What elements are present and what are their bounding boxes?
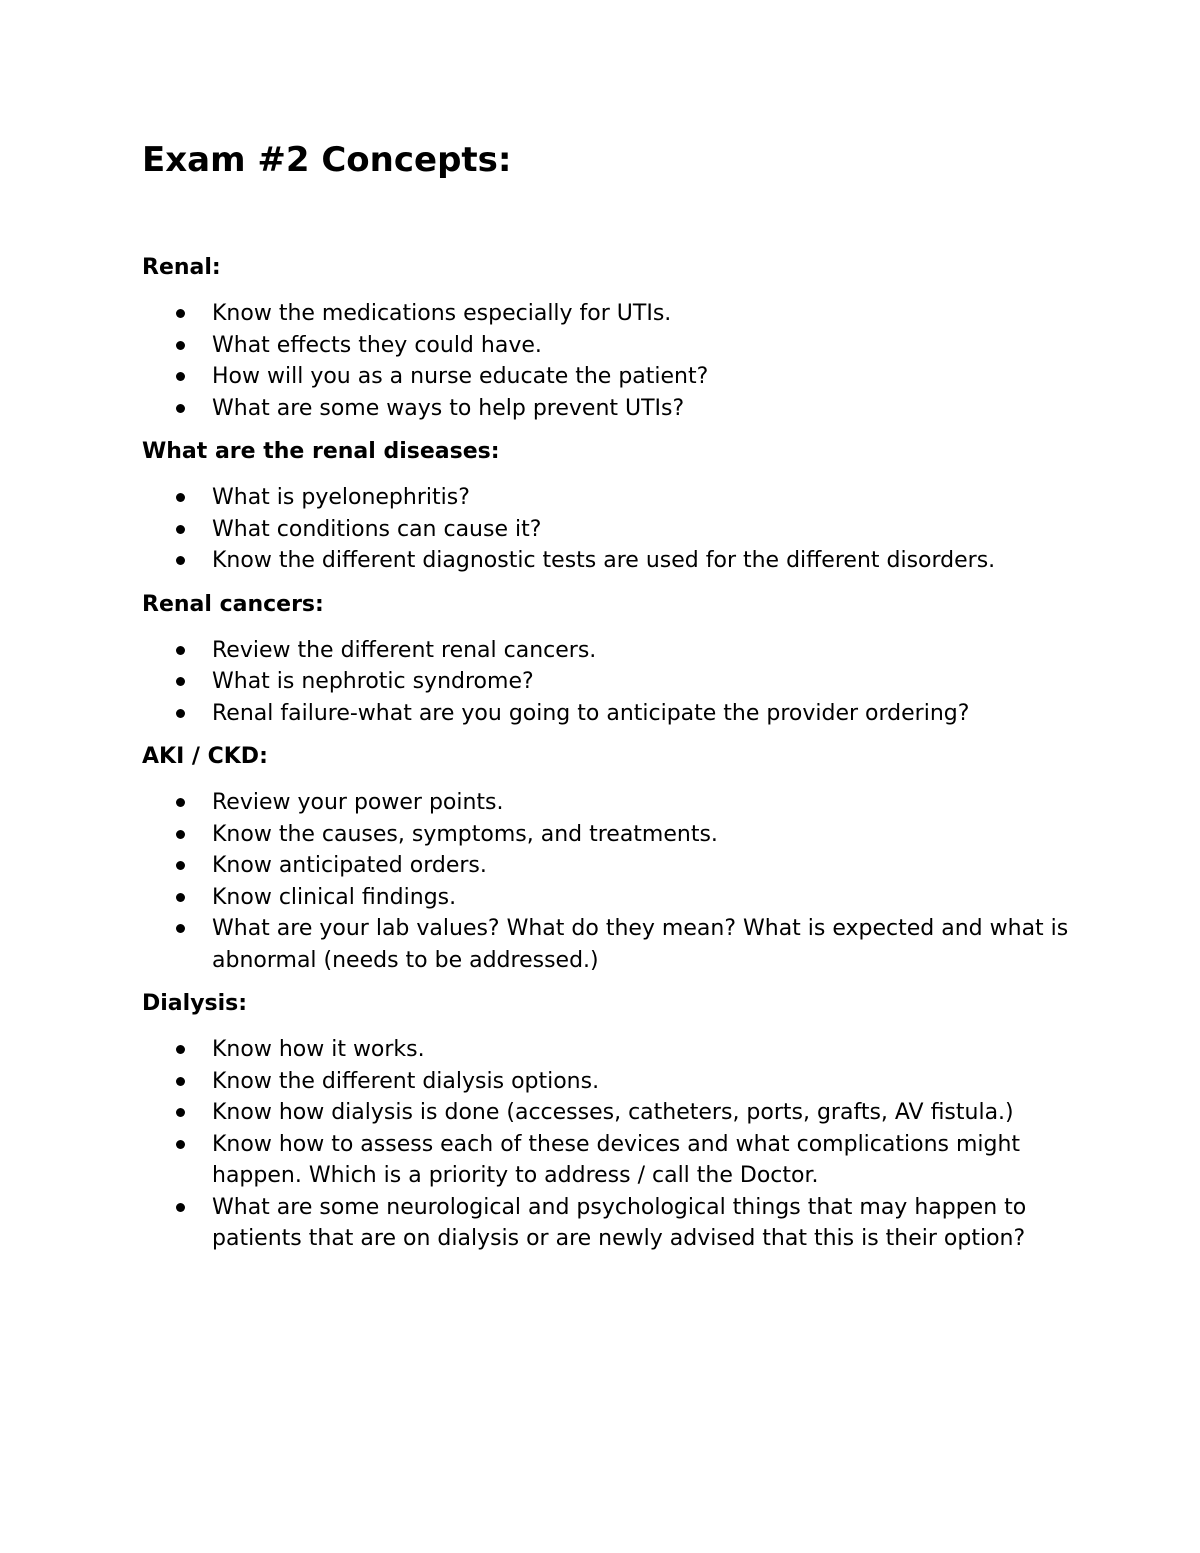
list-item-text: Renal failure-what are you going to anticipate the provider ordering? bbox=[212, 700, 970, 726]
bullet-icon bbox=[176, 677, 185, 686]
list-item-text: What are your lab values? What do they mean? What is expected and what is abnormal (needs to be addressed.) bbox=[212, 916, 1069, 973]
bullet-icon bbox=[176, 404, 185, 413]
section-renal-diseases bbox=[142, 436, 1082, 577]
section-renal bbox=[142, 252, 1082, 424]
section-heading: What are the renal diseases: bbox=[142, 439, 500, 464]
document-title: Exam #2 Concepts: bbox=[142, 140, 512, 180]
bullet-icon bbox=[176, 525, 185, 534]
bullet-icon bbox=[176, 861, 185, 870]
section-dialysis bbox=[142, 988, 1082, 1255]
list-item-text: What effects they could have. bbox=[212, 332, 542, 358]
list-item-text: Know clinical findings. bbox=[212, 884, 457, 910]
bullet-list bbox=[142, 298, 1082, 424]
bullet-icon bbox=[176, 1045, 185, 1054]
list-item bbox=[142, 635, 1082, 667]
list-item bbox=[142, 514, 1082, 546]
list-item bbox=[142, 393, 1082, 425]
section-heading: Dialysis: bbox=[142, 991, 248, 1016]
list-item-text: Know the different dialysis options. bbox=[212, 1068, 600, 1094]
bullet-list bbox=[142, 787, 1082, 976]
bullet-list bbox=[142, 482, 1082, 577]
list-item-text: Know how it works. bbox=[212, 1037, 425, 1062]
list-item bbox=[142, 298, 1082, 330]
bullet-icon bbox=[176, 556, 185, 565]
list-item-text: What conditions can cause it? bbox=[212, 516, 542, 542]
bullet-icon bbox=[176, 372, 185, 381]
list-item bbox=[142, 666, 1082, 698]
list-item bbox=[142, 545, 1082, 577]
bullet-icon bbox=[176, 893, 185, 902]
bullet-list bbox=[142, 635, 1082, 730]
list-item-text: How will you as a nurse educate the patient? bbox=[212, 364, 709, 389]
list-item-text: What are some neurological and psychological things that may happen to patients that are on dialysis or are newly advised that this is their option? bbox=[212, 1194, 1027, 1251]
document-page bbox=[142, 138, 1082, 1267]
section-heading: AKI / CKD: bbox=[142, 744, 268, 769]
list-item-text: Review your power points. bbox=[212, 790, 504, 815]
list-item-text: What is nephrotic syndrome? bbox=[212, 669, 534, 694]
section-heading: Renal cancers: bbox=[142, 591, 324, 617]
list-item bbox=[142, 330, 1082, 362]
bullet-icon bbox=[176, 1203, 185, 1212]
bullet-icon bbox=[176, 798, 185, 807]
list-item bbox=[142, 850, 1082, 882]
bullet-list bbox=[142, 1034, 1082, 1255]
section-renal-cancers bbox=[142, 589, 1082, 730]
list-item bbox=[142, 1034, 1082, 1066]
list-item-text: Know how dialysis is done (accesses, catheters, ports, grafts, AV fistula.) bbox=[212, 1100, 1014, 1125]
bullet-icon bbox=[176, 830, 185, 839]
list-item bbox=[142, 882, 1082, 914]
list-item-text: Know the different diagnostic tests are used for the different disorders. bbox=[212, 548, 996, 573]
list-item bbox=[142, 1129, 1082, 1192]
bullet-icon bbox=[176, 1077, 185, 1086]
bullet-icon bbox=[176, 924, 185, 933]
bullet-icon bbox=[176, 341, 185, 350]
list-item bbox=[142, 1066, 1082, 1098]
bullet-icon bbox=[176, 646, 185, 655]
list-item bbox=[142, 482, 1082, 514]
list-item-text: What is pyelonephritis? bbox=[212, 485, 470, 510]
list-item bbox=[142, 1097, 1082, 1129]
section-heading: Renal: bbox=[142, 255, 221, 280]
list-item bbox=[142, 1192, 1082, 1255]
list-item-text: What are some ways to help prevent UTIs? bbox=[212, 395, 685, 421]
bullet-icon bbox=[176, 493, 185, 502]
list-item bbox=[142, 698, 1082, 730]
list-item-text: Know how to assess each of these devices and what complications might happen. Which is a priority to address / call the Doctor. bbox=[212, 1131, 1021, 1188]
bullet-icon bbox=[176, 1108, 185, 1117]
list-item bbox=[142, 819, 1082, 851]
list-item-text: Know anticipated orders. bbox=[212, 853, 487, 878]
list-item bbox=[142, 361, 1082, 393]
bullet-icon bbox=[176, 1140, 185, 1149]
list-item-text: Review the different renal cancers. bbox=[212, 637, 597, 663]
bullet-icon bbox=[176, 309, 185, 318]
bullet-icon bbox=[176, 709, 185, 718]
list-item-text: Know the medications especially for UTIs. bbox=[212, 301, 672, 326]
list-item bbox=[142, 913, 1082, 976]
list-item-text: Know the causes, symptoms, and treatments. bbox=[212, 821, 718, 847]
list-item bbox=[142, 787, 1082, 819]
section-aki-ckd bbox=[142, 741, 1082, 976]
